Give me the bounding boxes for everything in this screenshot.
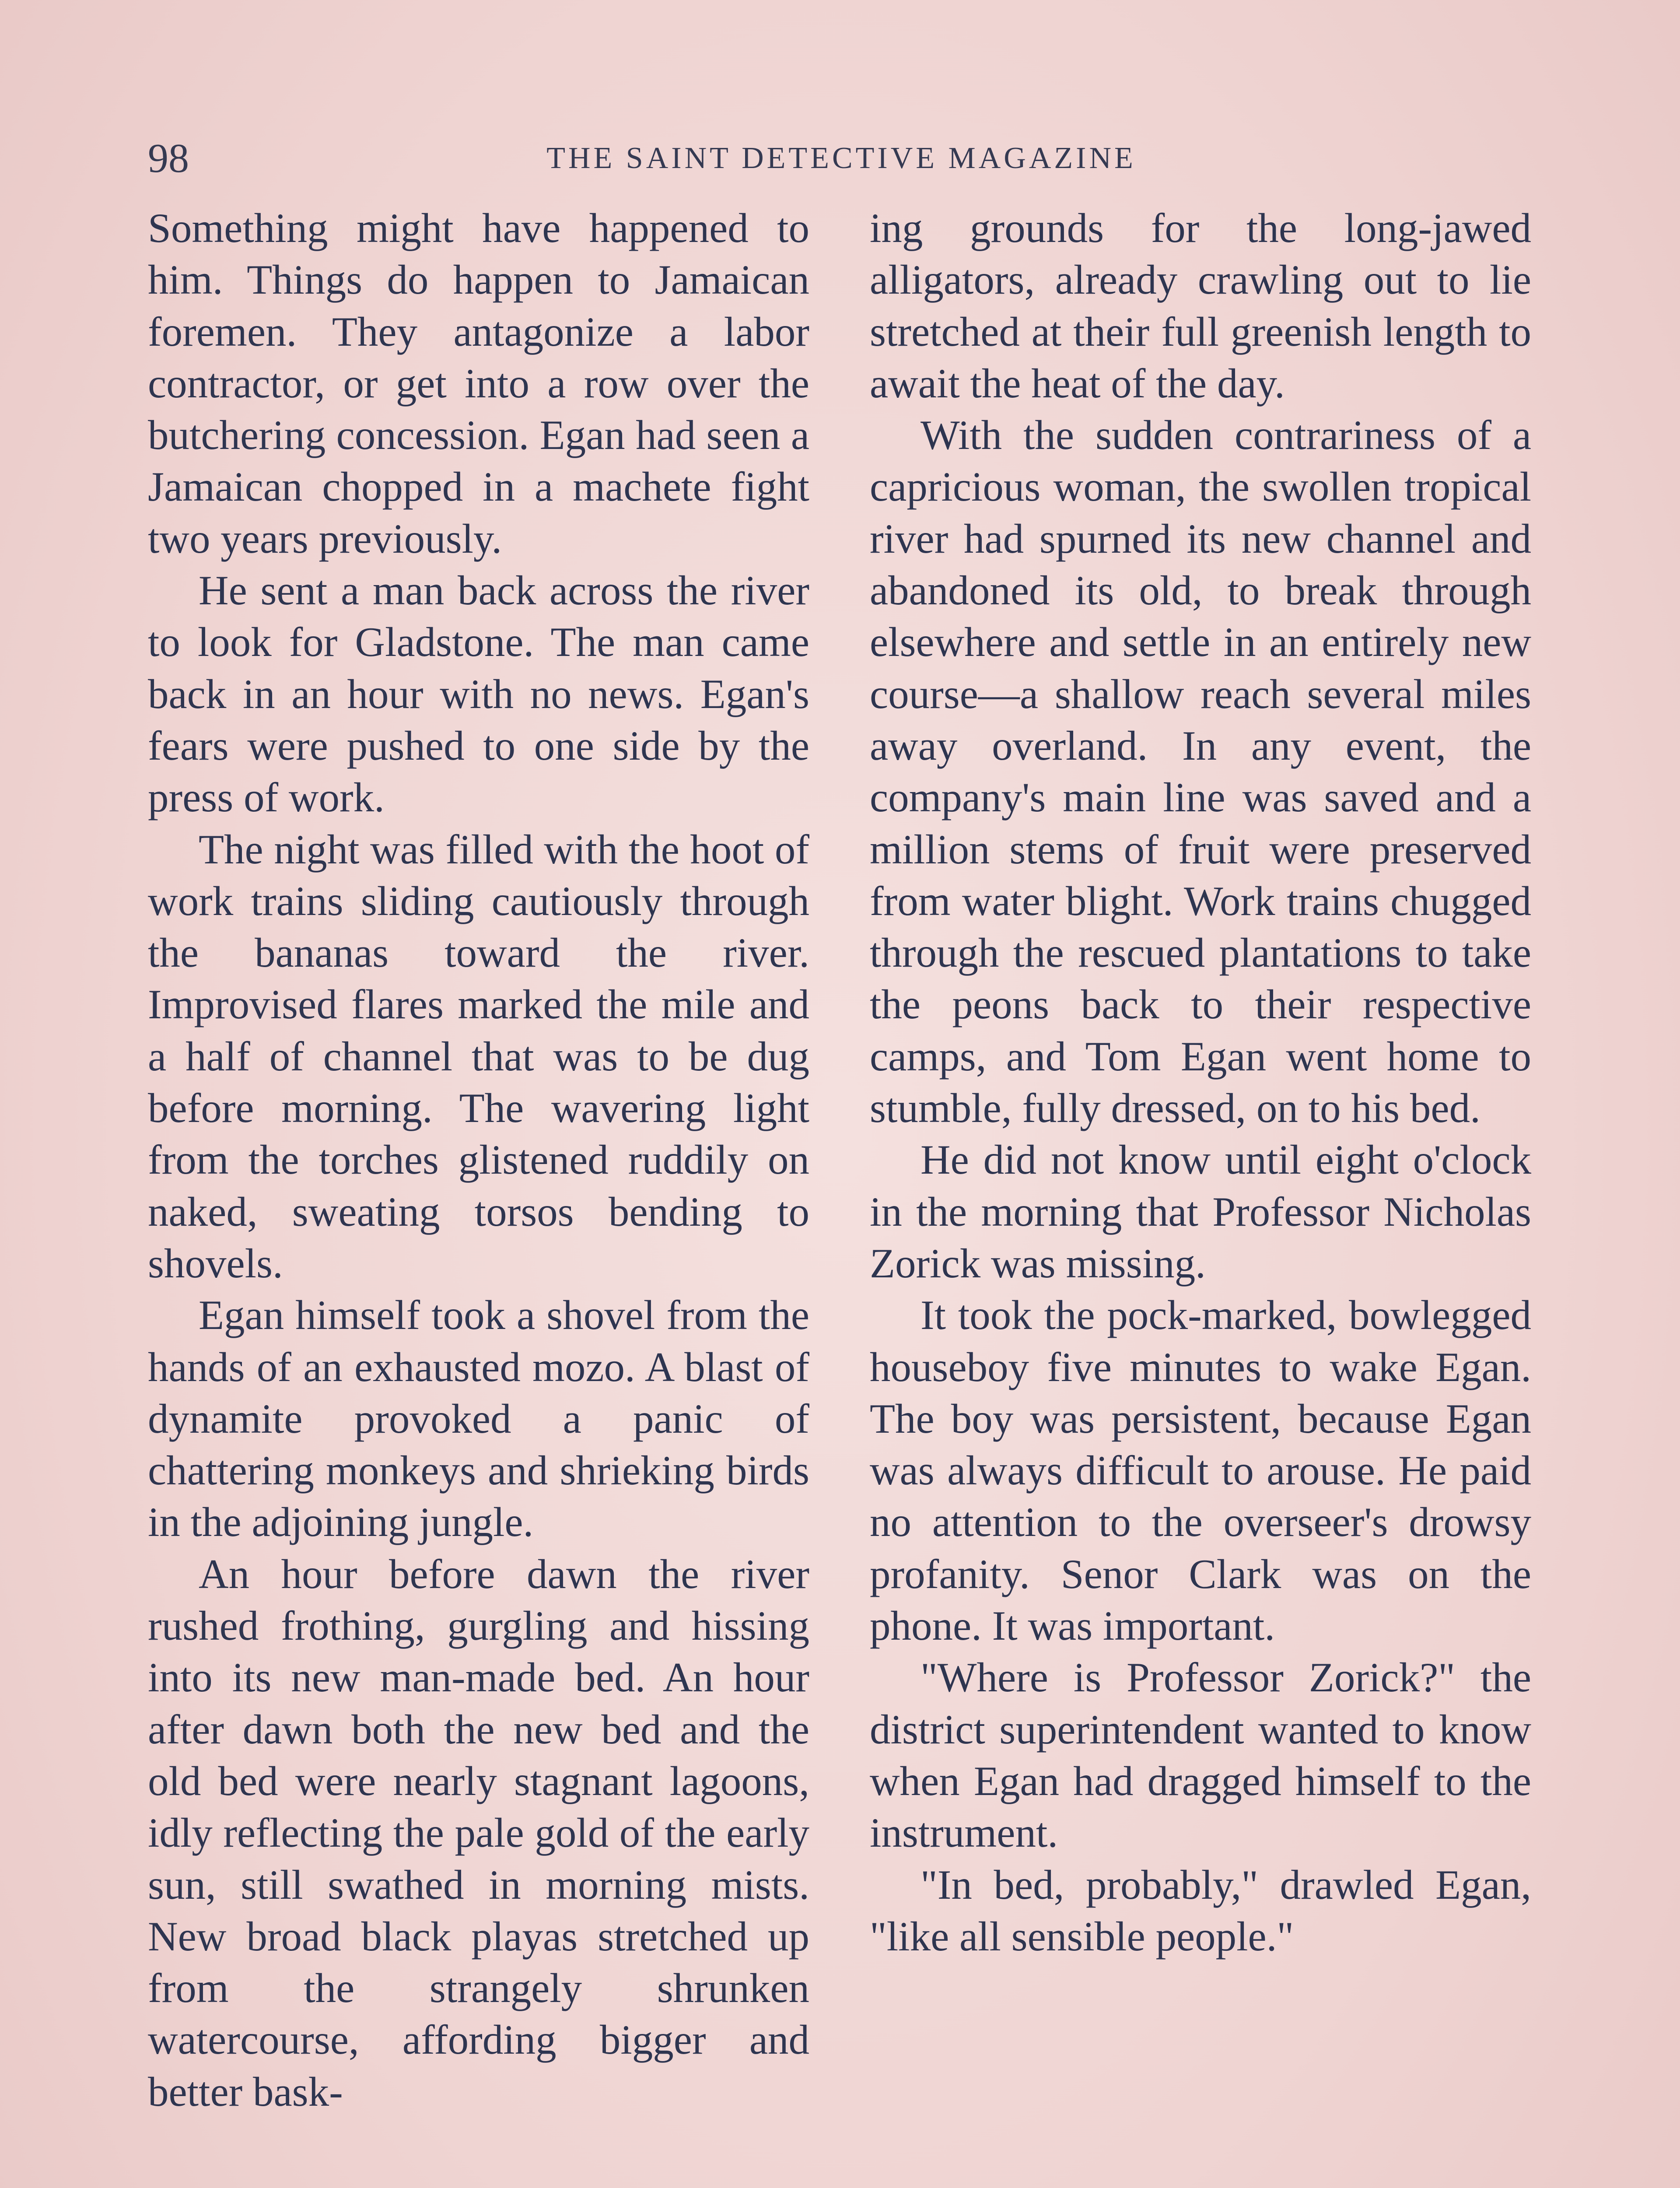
paragraph: ing grounds for the long-jawed alligators, already crawling out to lie stretched at their full greenish length to await the heat of the day. [870, 205, 1531, 407]
paragraph: An hour before dawn the river rushed frothing, gurgling and hissing into its new man-made bed. An hour after dawn both the new bed and the old bed were nearly stagnant lagoons, idly reflecting the pale gold of the early sun, still swathed in morning mists. New broad black playas stretched up from the strangely shrunken watercourse, affording bigger and better bask- [148, 1550, 809, 2115]
paragraph: He sent a man back across the river to look for Gladstone. The man came back in an hour with no news. Egan's fears were pushed to one side by the press of work. [148, 567, 809, 821]
paragraph: It took the pock-marked, bowlegged houseboy five minutes to wake Egan. The boy was persistent, because Egan was always difficult to arouse. He paid no attention to the overseer's drowsy profanity. Senor Clark was on the phone. It was important. [870, 1292, 1531, 1649]
page-header [148, 128, 1535, 189]
left-column [148, 202, 809, 2118]
page-number: 98 [148, 136, 189, 181]
paragraph: Egan himself took a shovel from the hands of an exhausted mozo. A blast of dynamite provoked a panic of chattering monkeys and shrieking birds in the adjoining jungle. [148, 1292, 809, 1546]
paragraph: With the sudden contrariness of a capricious woman, the swollen tropical river had spurned its new channel and abandoned its old, to break through elsewhere and settle in an entirely new course—a shallow reach several miles away overland. In any event, the company's main line was saved and a million stems of fruit were preserved from water blight. Work trains chugged through the rescued plantations to take the peons back to their respective camps, and Tom Egan went home to stumble, fully dressed, on to his bed. [870, 412, 1531, 1132]
paragraph: He did not know until eight o'clock in the morning that Professor Nicholas Zorick was missing. [870, 1136, 1531, 1287]
paragraph: The night was filled with the hoot of work trains sliding cautiously through the bananas toward the river. Improvised flares marked the mile and a half of channel that was to be dug before morning. The wavering light from the torches glistened ruddily on naked, sweating torsos bending to shovels. [148, 826, 809, 1287]
right-column [870, 202, 1531, 1962]
paragraph: "Where is Professor Zorick?" the district superintendent wanted to know when Egan had dragged himself to the instrument. [870, 1654, 1531, 1856]
paragraph: Something might have happened to him. Things do happen to Jamaican foremen. They antagonize a labor contractor, or get into a row over the butchering concession. Egan had seen a Jamaican chopped in a machete fight two years previously. [148, 205, 809, 562]
running-head: THE SAINT DETECTIVE MAGAZINE [546, 141, 1136, 175]
paragraph: "In bed, probably," drawled Egan, "like all sensible people." [870, 1861, 1531, 1960]
